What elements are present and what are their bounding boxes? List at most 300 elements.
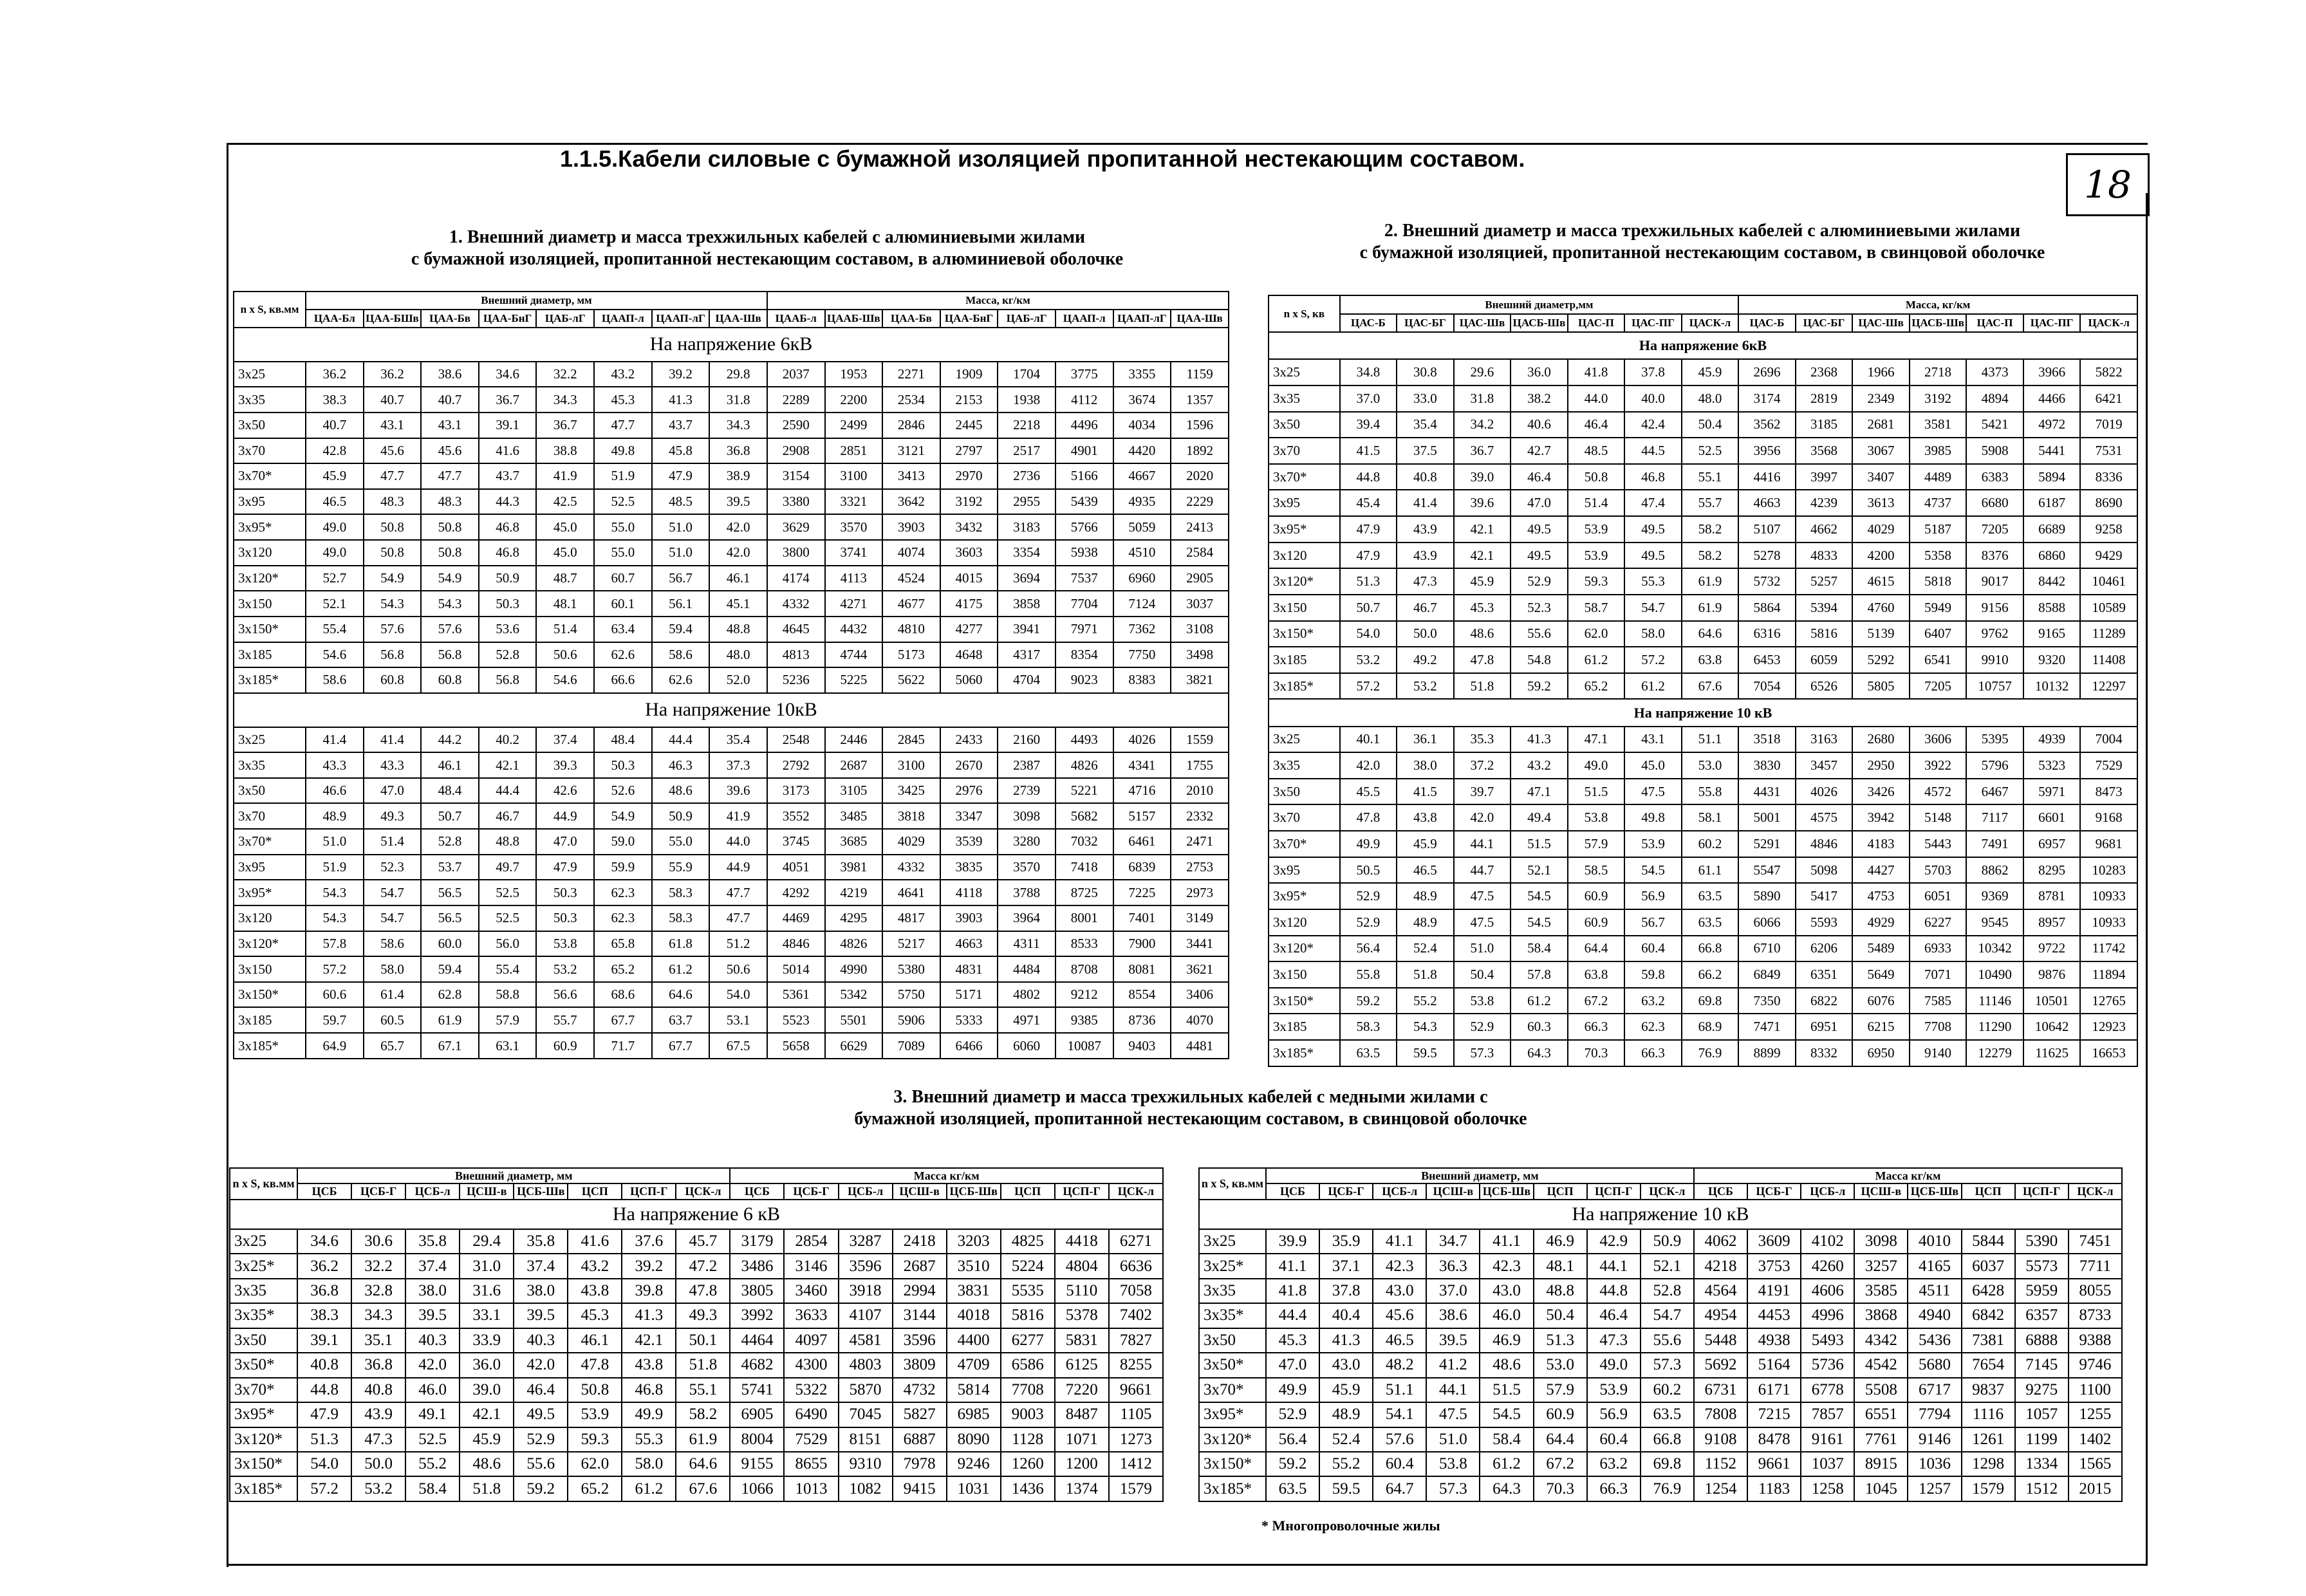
table-cell: 9746: [2069, 1353, 2122, 1377]
row-header: n x S, кв.мм: [234, 292, 306, 328]
row-label: 3x185: [234, 642, 306, 668]
table-cell: 8899: [1738, 1040, 1796, 1066]
table-cell: 2229: [1171, 489, 1229, 515]
table-cell: 8151: [839, 1427, 893, 1452]
table-cell: 68.6: [594, 982, 652, 1008]
table-cell: 5107: [1738, 516, 1796, 543]
table-cell: 6842: [1962, 1303, 2015, 1328]
table-cell: 3146: [784, 1254, 838, 1278]
table-cell: 52.4: [1319, 1427, 1373, 1452]
table-cell: 3745: [767, 829, 825, 855]
table-cell: 44.5: [1624, 438, 1682, 464]
table-cell: 2387: [998, 752, 1055, 778]
table-cell: 4990: [825, 956, 883, 982]
table-cell: 58.4: [1511, 936, 1568, 962]
table-cell: 3830: [1738, 752, 1796, 779]
table-cell: 4292: [767, 880, 825, 905]
row-label: 3x35: [234, 387, 306, 413]
table-cell: 54.7: [1624, 595, 1682, 621]
table-cell: 44.4: [479, 778, 537, 804]
table-cell: 42.6: [536, 778, 594, 804]
table-cell: 2854: [784, 1229, 838, 1254]
table-cell: 6277: [1001, 1328, 1055, 1353]
table-row: [1269, 385, 2137, 412]
table-cell: 9369: [1966, 883, 2023, 909]
table-cell: 9140: [1910, 1040, 1967, 1066]
table-cell: 50.1: [676, 1328, 730, 1353]
column-header: ЦАС-Б: [1738, 314, 1796, 333]
table-cell: 37.5: [1397, 438, 1454, 464]
table-cell: 4432: [825, 617, 883, 642]
table-cell: 47.0: [1511, 490, 1568, 516]
table-cell: 5171: [940, 982, 998, 1008]
table-cell: 2349: [1852, 385, 1910, 412]
table-cell: 3539: [940, 829, 998, 855]
table-cell: 4107: [839, 1303, 893, 1328]
table-cell: 56.8: [364, 642, 422, 668]
table-cell: 52.8: [479, 642, 537, 668]
table-cell: 5157: [1113, 803, 1171, 829]
table-cell: 54.5: [1480, 1402, 1533, 1427]
table-cell: 2681: [1852, 412, 1910, 438]
table-cell: 37.4: [405, 1254, 460, 1278]
table-cell: 7900: [1113, 931, 1171, 957]
table-cell: 7808: [1694, 1402, 1747, 1427]
table-cell: 2471: [1171, 829, 1229, 855]
table-cell: 9910: [1966, 647, 2023, 673]
table-cell: 6383: [1966, 464, 2023, 490]
row-label: 3x35: [230, 1279, 297, 1303]
table-cell: 41.3: [622, 1303, 676, 1328]
table-cell: 36.0: [460, 1353, 514, 1377]
table-cell: 54.7: [364, 905, 422, 931]
column-header: ЦАА-БнГ: [479, 310, 537, 328]
table-cell: 48.9: [306, 803, 364, 829]
table-cell: 52.1: [1511, 857, 1568, 884]
table-cell: 50.9: [479, 566, 537, 591]
table-cell: 9017: [1966, 568, 2023, 595]
table-row: [234, 778, 1229, 804]
table-cell: 4018: [947, 1303, 1001, 1328]
table-cell: 36.1: [1397, 727, 1454, 753]
table-cell: 37.8: [1319, 1279, 1373, 1303]
table-cell: 41.2: [1426, 1353, 1480, 1377]
table-cell: 61.9: [1682, 595, 1739, 621]
column-header: ЦСП-Г: [1587, 1183, 1641, 1199]
table-cell: 4663: [1738, 490, 1796, 516]
data-table: [1268, 295, 2138, 1067]
table-cell: 3498: [1171, 642, 1229, 668]
table-cell: 4542: [1854, 1353, 1908, 1377]
row-label: 3x120: [234, 905, 306, 931]
table-cell: 9108: [1694, 1427, 1747, 1452]
table-cell: 49.7: [479, 855, 537, 880]
table-cell: 50.4: [1682, 412, 1739, 438]
table-cell: 66.8: [1641, 1427, 1694, 1452]
table-cell: 3280: [998, 829, 1055, 855]
table-cell: 64.9: [306, 1033, 364, 1059]
table-cell: 50.3: [594, 752, 652, 778]
table-cell: 7058: [1109, 1279, 1163, 1303]
table-cell: 3775: [1055, 362, 1113, 387]
column-header-row: [230, 1183, 1163, 1199]
table-cell: 4641: [882, 880, 940, 905]
table-cell: 2015: [2069, 1476, 2122, 1501]
row-label: 3x95: [234, 489, 306, 515]
table-cell: 46.4: [1587, 1303, 1641, 1328]
table-cell: 51.8: [676, 1353, 730, 1377]
table-cell: 69.8: [1682, 988, 1739, 1014]
table-cell: 7071: [1910, 961, 1967, 988]
table-cell: 67.2: [1534, 1452, 1587, 1476]
table-cell: 3981: [825, 855, 883, 880]
table-cell: 66.3: [1587, 1476, 1641, 1501]
table-cell: 9275: [2015, 1378, 2069, 1402]
column-header: ЦАА-Бв: [882, 310, 940, 328]
table-cell: 63.5: [1641, 1402, 1694, 1427]
table-cell: 50.0: [1397, 621, 1454, 647]
table-cell: 3380: [767, 489, 825, 515]
table-cell: 6407: [1910, 621, 1967, 647]
column-header: ЦААП-л: [594, 310, 652, 328]
table-cell: 8733: [2069, 1303, 2122, 1328]
table-cell: 38.6: [1426, 1303, 1480, 1328]
table-cell: 46.6: [306, 778, 364, 804]
table-cell: 2680: [1852, 727, 1910, 753]
table-cell: 49.5: [1511, 543, 1568, 569]
table-cell: 3457: [1796, 752, 1853, 779]
table-cell: 6839: [1113, 855, 1171, 880]
column-header: ЦАС-П: [1966, 314, 2023, 333]
table-cell: 4062: [1694, 1229, 1747, 1254]
table-cell: 54.3: [1397, 1014, 1454, 1040]
table-cell: 36.0: [1511, 359, 1568, 385]
table-cell: 54.9: [364, 566, 422, 591]
table-cell: 63.7: [652, 1007, 710, 1033]
table-cell: 5894: [2023, 464, 2081, 490]
table-cell: 55.3: [622, 1427, 676, 1452]
table-cell: 56.5: [421, 880, 479, 905]
table-lead-sheath-aluminium: [1268, 295, 2138, 1067]
table-cell: 55.3: [1624, 568, 1682, 595]
table-cell: 63.8: [1568, 961, 1625, 988]
row-label: 3x70*: [234, 829, 306, 855]
table-cell: 7704: [1055, 591, 1113, 617]
table-cell: 63.1: [479, 1033, 537, 1059]
table-cell: 34.2: [1454, 412, 1511, 438]
table-cell: 3903: [882, 514, 940, 540]
table-row: [234, 540, 1229, 566]
table-cell: 35.3: [1454, 727, 1511, 753]
table-cell: 9165: [2023, 621, 2081, 647]
table-cell: 5257: [1796, 568, 1853, 595]
table-cell: 4615: [1852, 568, 1910, 595]
table-cell: 48.4: [594, 727, 652, 753]
table-cell: 47.5: [1454, 883, 1511, 909]
table-cell: 55.0: [594, 514, 652, 540]
table-cell: 3596: [893, 1328, 947, 1353]
table-cell: 59.2: [1266, 1452, 1319, 1476]
table-cell: 60.0: [421, 931, 479, 957]
table-cell: 44.8: [1587, 1279, 1641, 1303]
table-cell: 1909: [940, 362, 998, 387]
table-cell: 5831: [1055, 1328, 1109, 1353]
table-cell: 1402: [2069, 1427, 2122, 1452]
table-cell: 47.5: [1454, 909, 1511, 936]
table-cell: 5217: [882, 931, 940, 957]
table-cell: 9310: [839, 1452, 893, 1476]
table-cell: 3985: [1910, 438, 1967, 464]
table-cell: 52.5: [479, 880, 537, 905]
table-cell: 50.8: [568, 1378, 622, 1402]
row-label: 3x95*: [1269, 516, 1340, 543]
table-cell: 3821: [1171, 667, 1229, 693]
table-row: [1269, 779, 2137, 805]
row-label: 3x185*: [234, 1033, 306, 1059]
table-cell: 7032: [1055, 829, 1113, 855]
table-cell: 63.5: [1682, 909, 1739, 936]
table-cell: 5870: [839, 1378, 893, 1402]
table-cell: 36.7: [479, 387, 537, 413]
table-cell: 37.0: [1340, 385, 1397, 412]
table-cell: 60.4: [1587, 1427, 1641, 1452]
table-cell: 41.3: [1319, 1328, 1373, 1353]
table-row: [230, 1402, 1163, 1427]
table-cell: 60.7: [594, 566, 652, 591]
table-cell: 1200: [1055, 1452, 1109, 1476]
table-cell: 5001: [1738, 804, 1796, 831]
column-header: ЦАС-Шв: [1852, 314, 1910, 333]
table-cell: 2590: [767, 413, 825, 438]
table-cell: 2413: [1171, 514, 1229, 540]
table-cell: 2687: [893, 1254, 947, 1278]
table-row: [234, 931, 1229, 957]
table-cell: 3942: [1852, 804, 1910, 831]
table-cell: 55.2: [405, 1452, 460, 1476]
row-label: 3x35*: [1199, 1303, 1266, 1328]
table-row: [1269, 1014, 2137, 1040]
table-cell: 4029: [1852, 516, 1910, 543]
column-header: ЦАС-Б: [1340, 314, 1397, 333]
table-cell: 9385: [1055, 1007, 1113, 1033]
table-row: [234, 727, 1229, 753]
table-cell: 3347: [940, 803, 998, 829]
page-number: 18: [2066, 153, 2150, 216]
table-cell: 51.9: [306, 855, 364, 880]
table-cell: 43.2: [1511, 752, 1568, 779]
row-label: 3x70*: [230, 1378, 297, 1402]
section-row: [234, 328, 1229, 362]
table-row: [230, 1279, 1163, 1303]
table-cell: 6215: [1852, 1014, 1910, 1040]
table-cell: 50.5: [1340, 857, 1397, 884]
table-cell: 47.3: [1587, 1328, 1641, 1353]
table2-caption: 2. Внешний диаметр и масса трехжильных кабелей с алюминиевыми жилами с бумажной изоляцией, пропитанной нестекающим составом, в свинцовой оболочке: [1359, 221, 2045, 263]
table-cell: 47.9: [1340, 516, 1397, 543]
table-cell: 54.5: [1624, 857, 1682, 884]
table-cell: 64.4: [1534, 1427, 1587, 1452]
table-cell: 6037: [1962, 1254, 2015, 1278]
column-header: ЦСБ-Шв: [1480, 1183, 1533, 1199]
table-cell: 52.9: [1266, 1402, 1319, 1427]
table-cell: 43.9: [1397, 543, 1454, 569]
table-cell: 4645: [767, 617, 825, 642]
table-cell: 7827: [1109, 1328, 1163, 1353]
table-cell: 6076: [1852, 988, 1910, 1014]
column-header: ЦАА-Бл: [306, 310, 364, 328]
table-cell: 5680: [1908, 1353, 1961, 1377]
table-cell: 60.4: [1373, 1452, 1426, 1476]
row-label: 3x70: [1269, 804, 1340, 831]
table-cell: 65.8: [594, 931, 652, 957]
table-cell: 48.6: [460, 1452, 514, 1476]
table-cell: 53.9: [568, 1402, 622, 1427]
table-cell: 47.8: [1454, 647, 1511, 673]
table-cell: 3406: [1171, 982, 1229, 1008]
table-cell: 1273: [1109, 1427, 1163, 1452]
table-cell: 6490: [784, 1402, 838, 1427]
table-cell: 41.4: [364, 727, 422, 753]
table-cell: 38.3: [306, 387, 364, 413]
table-row: [234, 387, 1229, 413]
table-cell: 2718: [1910, 359, 1967, 385]
table-row: [234, 752, 1229, 778]
table-cell: 3287: [839, 1229, 893, 1254]
row-label: 3x95: [234, 855, 306, 880]
table-cell: 4511: [1908, 1279, 1961, 1303]
table-cell: 50.9: [652, 803, 710, 829]
table-cell: 4667: [1113, 463, 1171, 489]
table-row: [1269, 831, 2137, 857]
table-cell: 58.6: [364, 931, 422, 957]
table-cell: 1261: [1962, 1427, 2015, 1452]
table-cell: 3441: [1171, 931, 1229, 957]
table-cell: 4996: [1801, 1303, 1854, 1328]
column-header: ЦАБ-лГ: [998, 310, 1055, 328]
table-cell: 56.8: [479, 667, 537, 693]
table-cell: 1082: [839, 1476, 893, 1501]
table-cell: 3685: [825, 829, 883, 855]
table-cell: 39.0: [460, 1378, 514, 1402]
table-cell: 11290: [1966, 1014, 2023, 1040]
table-cell: 4431: [1738, 779, 1796, 805]
table-cell: 6206: [1796, 936, 1853, 962]
table-cell: 56.7: [652, 566, 710, 591]
table-cell: 4183: [1852, 831, 1910, 857]
table-cell: 56.5: [421, 905, 479, 931]
table-cell: 3154: [767, 463, 825, 489]
table-cell: 54.5: [1511, 883, 1568, 909]
table-cell: 7350: [1738, 988, 1796, 1014]
table-cell: 2851: [825, 438, 883, 464]
table-cell: 54.7: [364, 880, 422, 905]
row-label: 3x50: [234, 413, 306, 438]
table-cell: 4070: [1171, 1007, 1229, 1033]
table-cell: 5225: [825, 667, 883, 693]
table-cell: 2846: [882, 413, 940, 438]
table-cell: 52.4: [1397, 936, 1454, 962]
table-cell: 50.3: [536, 880, 594, 905]
table-cell: 47.9: [297, 1402, 351, 1427]
table-cell: 44.8: [1340, 464, 1397, 490]
table-cell: 48.1: [536, 591, 594, 617]
table-row: [1269, 516, 2137, 543]
table-cell: 48.9: [1397, 883, 1454, 909]
table-cell: 49.9: [622, 1402, 676, 1427]
table-cell: 47.0: [1266, 1353, 1319, 1377]
table-cell: 7585: [1910, 988, 1967, 1014]
table-cell: 3609: [1747, 1229, 1801, 1254]
table-cell: 1031: [947, 1476, 1001, 1501]
table-cell: 45.0: [536, 514, 594, 540]
column-header: ЦСШ-в: [460, 1183, 514, 1199]
table-cell: 59.3: [1568, 568, 1625, 595]
table-cell: 5489: [1852, 936, 1910, 962]
table-row: [234, 905, 1229, 931]
table-cell: 45.7: [676, 1229, 730, 1254]
table-cell: 7491: [1966, 831, 2023, 857]
table-cell: 2994: [893, 1279, 947, 1303]
table-cell: 4939: [2023, 727, 2081, 753]
table-cell: 67.6: [1682, 673, 1739, 700]
row-label: 3x185: [234, 1007, 306, 1033]
row-label: 3x25: [234, 727, 306, 753]
row-label: 3x25*: [230, 1254, 297, 1278]
section-row: [230, 1200, 1163, 1229]
table-row: [230, 1427, 1163, 1452]
table-cell: 8090: [947, 1427, 1001, 1452]
table-cell: 3426: [1852, 779, 1910, 805]
table-cell: 9161: [1801, 1427, 1854, 1452]
table-cell: 4732: [893, 1378, 947, 1402]
table-cell: 5292: [1852, 647, 1910, 673]
table-cell: 39.2: [652, 362, 710, 387]
table-cell: 9545: [1966, 909, 2023, 936]
table-cell: 4940: [1908, 1303, 1961, 1328]
table-cell: 4954: [1694, 1303, 1747, 1328]
table-cell: 50.6: [536, 642, 594, 668]
table-cell: 59.8: [1624, 961, 1682, 988]
table-cell: 2153: [940, 387, 998, 413]
table-cell: 1105: [1109, 1402, 1163, 1427]
table-cell: 5417: [1796, 883, 1853, 909]
table-cell: 48.4: [421, 778, 479, 804]
table-cell: 3621: [1171, 956, 1229, 982]
column-header: ЦАА-БнГ: [940, 310, 998, 328]
table-cell: 55.7: [1682, 490, 1739, 516]
table-cell: 69.8: [1641, 1452, 1694, 1476]
table-cell: 5703: [1910, 857, 1967, 884]
table-cell: 5573: [2015, 1254, 2069, 1278]
section-title: На напряжение 6 кВ: [230, 1200, 1163, 1229]
table-row: [230, 1254, 1163, 1278]
table-cell: 34.3: [351, 1303, 405, 1328]
table-cell: 60.2: [1641, 1378, 1694, 1402]
column-header: ЦАС-П: [1568, 314, 1625, 333]
table-cell: 55.1: [1682, 464, 1739, 490]
table-cell: 34.8: [1340, 359, 1397, 385]
table-cell: 42.3: [1373, 1254, 1426, 1278]
table-cell: 6541: [1910, 647, 1967, 673]
row-label: 3x95*: [1269, 883, 1340, 909]
table-cell: 61.1: [1682, 857, 1739, 884]
mass-header: Масса кг/км: [730, 1168, 1163, 1183]
table-cell: 2499: [825, 413, 883, 438]
table-cell: 3835: [940, 855, 998, 880]
table-cell: 34.3: [536, 387, 594, 413]
table-cell: 60.5: [364, 1007, 422, 1033]
table-cell: 4510: [1113, 540, 1171, 566]
